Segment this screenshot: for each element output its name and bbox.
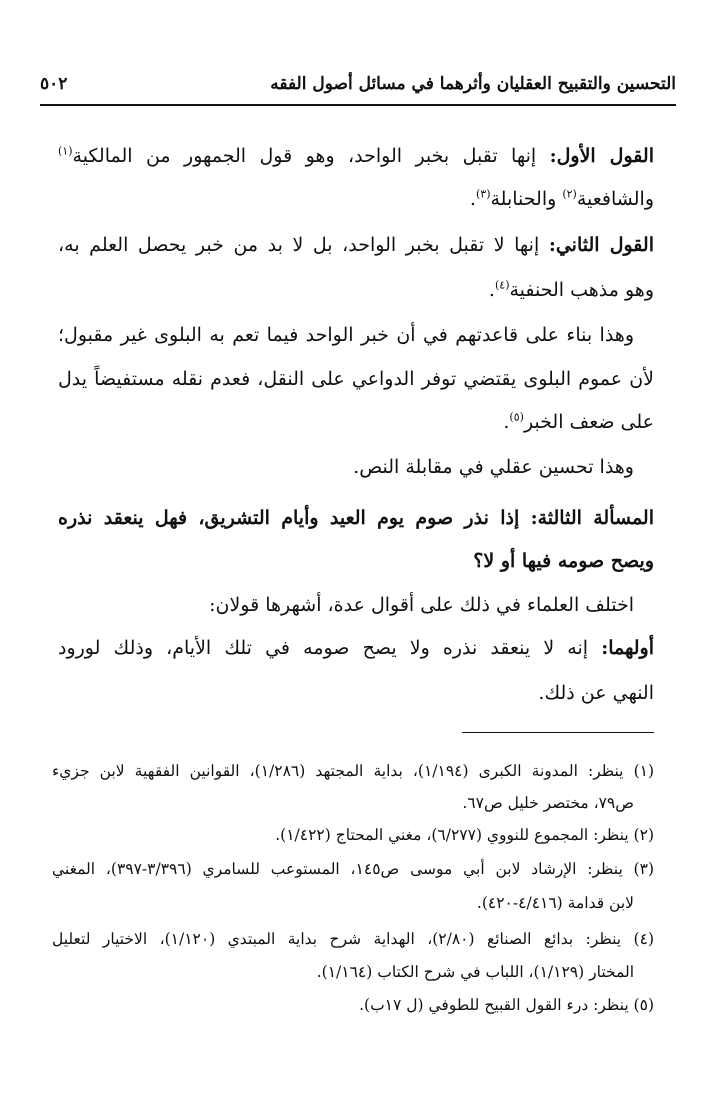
text-run: (٤) ينظر: بدائع الصنائع (٢/٨٠)، الهداية شرح بداية المبتدي (١/١٢٠)، الاختيار لتعليل	[52, 930, 654, 948]
text-run: والشافعية	[576, 188, 654, 210]
first-of-two-label: أولهما:	[601, 637, 654, 659]
text-run: المختار (١/١٢٩)، اللباب في شرح الكتاب (١/١٦٤).	[316, 963, 634, 981]
footnote-5	[359, 994, 654, 1016]
text-run: ص٧٩، مختصر خليل ص٦٧.	[462, 794, 634, 812]
paragraph-6-line-1	[58, 635, 654, 661]
footnote-1-line-1	[52, 760, 654, 782]
footnote-3-line-2	[477, 892, 634, 914]
text-run: إنها تقبل بخبر الواحد، وهو قول الجمهور من المالكية	[72, 145, 550, 167]
text-run: (٣) ينظر: الإرشاد لابن أبي موسى ص١٤٥، المستوعب للسامري (٣/٣٩٦-٣٩٧)، المغني	[52, 860, 654, 878]
paragraph-3-line-1	[58, 322, 634, 348]
text-run: (٢) ينظر: المجموع للنووي (٦/٢٧٧)، مغني المحتاج (١/٤٢٢).	[275, 826, 654, 844]
text-run: على ضعف الخبر	[523, 411, 654, 433]
text-run: وهو مذهب الحنفية	[509, 279, 654, 301]
paragraph-4	[353, 454, 634, 480]
page-number: ٥٠٢	[40, 74, 68, 94]
text-run: والحنابلة	[490, 188, 563, 210]
running-header	[40, 68, 676, 106]
text-run: (١) ينظر: المدونة الكبرى (١/١٩٤)، بداية المجتهد (١/٢٨٦)، القوانين الفقهية لابن جزيء	[52, 762, 655, 780]
footnote-4-line-2	[317, 961, 634, 983]
text-run: إنها لا تقبل بخبر الواحد، بل لا بد من خبر يحصل العلم به،	[58, 234, 549, 256]
text-run: (٥) ينظر: درء القول القبيح للطوفي (ل ١٧ب).	[359, 996, 654, 1014]
footnote-3-line-1	[52, 858, 654, 880]
text-run: وهذا تحسين عقلي في مقابلة النص.	[353, 456, 634, 478]
footnote-separator	[462, 732, 654, 733]
footnote-ref-4: (٤)	[494, 278, 510, 292]
third-issue-label: المسألة الثالثة:	[530, 507, 654, 529]
second-opinion-label: القول الثاني:	[548, 234, 654, 256]
first-opinion-label: القول الأول:	[549, 145, 654, 167]
text-run: إذا نذر صوم يوم العيد وأيام التشريق، فهل ينعقد نذره	[58, 507, 531, 529]
footnote-4-line-1	[52, 928, 654, 950]
paragraph-3-line-3	[503, 409, 654, 435]
paragraph-1-line-2	[470, 186, 654, 212]
paragraph-3-line-2	[58, 366, 654, 392]
paragraph-6-line-2	[538, 680, 654, 706]
paragraph-1-line-1	[58, 143, 654, 169]
footnote-ref-3: (٣)	[475, 187, 491, 201]
text-run: ويصح صومه فيها أو لا؟	[473, 550, 654, 572]
text-run: وهذا بناء على قاعدتهم في أن خبر الواحد فيما تعم به البلوى غير مقبول؛	[58, 324, 634, 346]
text-run: .	[488, 279, 495, 301]
header-title: التحسين والتقبيح العقليان وأثرهما في مسائل أصول الفقه	[270, 74, 676, 94]
footnote-1-line-2	[462, 792, 634, 814]
text-run: لابن قدامة (٤/٤١٦-٤٢٠).	[476, 894, 634, 912]
paragraph-2-line-2	[489, 277, 654, 303]
text-run: .	[469, 188, 476, 210]
paragraph-2-line-1	[58, 232, 654, 258]
question-line-2	[473, 548, 654, 574]
paragraph-5	[209, 592, 634, 618]
footnote-ref-1: (١)	[58, 144, 73, 158]
text-run: النهي عن ذلك.	[538, 682, 654, 704]
text-run: إنه لا ينعقد نذره ولا يصح صومه في تلك الأيام، وذلك لورود	[58, 637, 602, 659]
text-run: لأن عموم البلوى يقتضي توفر الدواعي على النقل، فعدم نقله مستفيضاً يدل	[58, 368, 654, 390]
header-rule	[40, 104, 676, 106]
footnote-ref-5: (٥)	[509, 410, 524, 424]
text-run: .	[503, 411, 510, 433]
footnote-2	[275, 824, 654, 846]
footnote-ref-2: (٢)	[562, 187, 577, 201]
question-line-1	[58, 505, 654, 531]
text-run: اختلف العلماء في ذلك على أقوال عدة، أشهرها قولان:	[209, 594, 634, 616]
